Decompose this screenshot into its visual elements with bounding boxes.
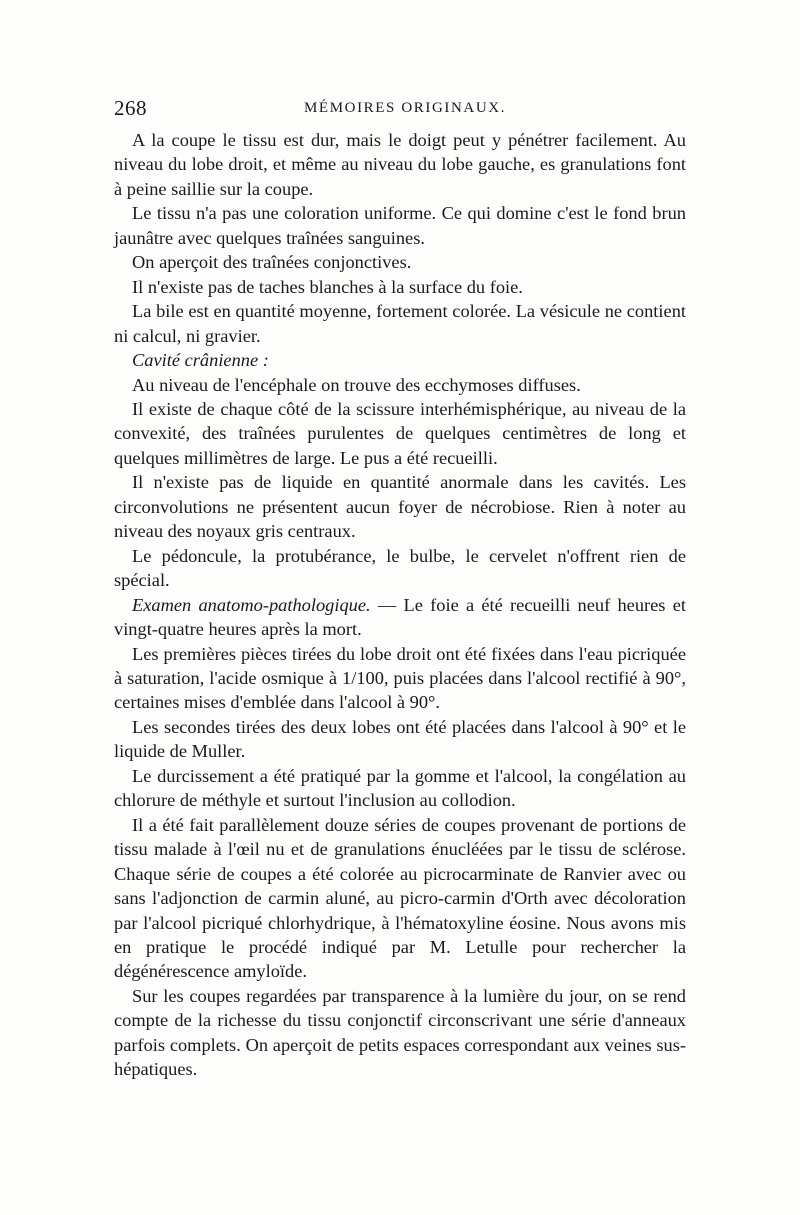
paragraph: On aperçoit des traînées conjonctives.: [132, 252, 412, 273]
paragraph: La bile est en quantité moyenne, fortement colorée. La vésicule ne contient ni calcul, ni gravier.: [114, 301, 686, 346]
paragraph: Le tissu n'a pas une coloration uniforme. Ce qui domine c'est le fond brun jaunâtre avec quelques traînées sanguines.: [114, 203, 686, 248]
paragraph: Il n'existe pas de liquide en quantité anormale dans les cavités. Les circonvolutions ne présentent aucun foyer de nécrobiose. Rien à noter au niveau des noyaux gris centraux.: [114, 472, 686, 542]
paragraph: Les secondes tirées des deux lobes ont été placées dans l'alcool à 90° et le liquide de Muller.: [114, 716, 686, 762]
running-title: MÉMOIRES ORIGINAUX.: [304, 100, 507, 116]
body-text: [114, 128, 686, 1082]
paragraph: Sur les coupes regardées par transparence à la lumière du jour, on se rend compte de la richesse du tissu conjonctif circonscrivant une série d'anneaux parfois complets. On aperçoit de petits espaces correspondant aux veines sus-hépatiques.: [114, 985, 686, 1080]
paragraph: Il n'existe pas de taches blanches à la surface du foie.: [132, 276, 523, 297]
paragraph: A la coupe le tissu est dur, mais le doigt peut y pénétrer facilement. Au niveau du lobe droit, et même au niveau du lobe gauche, es granulations font à peine saillie sur la coupe.: [114, 130, 686, 199]
page-header: [114, 96, 684, 126]
paragraph: Au niveau de l'encéphale on trouve des ecchymoses diffuses.: [132, 374, 581, 395]
paragraph: Les premières pièces tirées du lobe droit ont été fixées dans l'eau picriquée à saturation, l'acide osmique à 1/100, puis placées dans l'alcool rectifié à 90°, certaines mises d'emblée dans l'alcool à 90°.: [114, 643, 686, 713]
section-heading: Cavité crânienne :: [132, 350, 269, 371]
paragraph: Examen anatomo-pathologique. — Le foie a été recueilli neuf heures et vingt-quatre heures après la mort.: [114, 594, 686, 640]
paragraph: Il existe de chaque côté de la scissure interhémisphérique, au niveau de la convexité, des traînées purulentes de quelques centimètres de long et quelques millimètres de large. Le pus a été recueilli.: [114, 398, 686, 468]
paragraph: Le durcissement a été pratiqué par la gomme et l'alcool, la congélation au chlorure de méthyle et surtout l'inclusion au collodion.: [114, 765, 686, 811]
paragraph: Il a été fait parallèlement douze séries de coupes provenant de portions de tissu malade à l'œil nu et de granulations énucléées par le tissu de sclérose. Chaque série de coupes a été colorée au picrocarminate de Ranvier avec ou sans l'adjonction de carmin aluné, au picro-carmin d'Orth avec décoloration par l'alcool picriqué chlorhydrique, à l'hématoxyline éosine. Nous avons mis en pratique le procédé indiqué par M. Letulle pour rechercher la dégénérescence amyloïde.: [114, 814, 686, 982]
page-number: 268: [114, 96, 147, 120]
paragraph: Le pédoncule, la protubérance, le bulbe, le cervelet n'offrent rien de spécial.: [114, 545, 686, 591]
